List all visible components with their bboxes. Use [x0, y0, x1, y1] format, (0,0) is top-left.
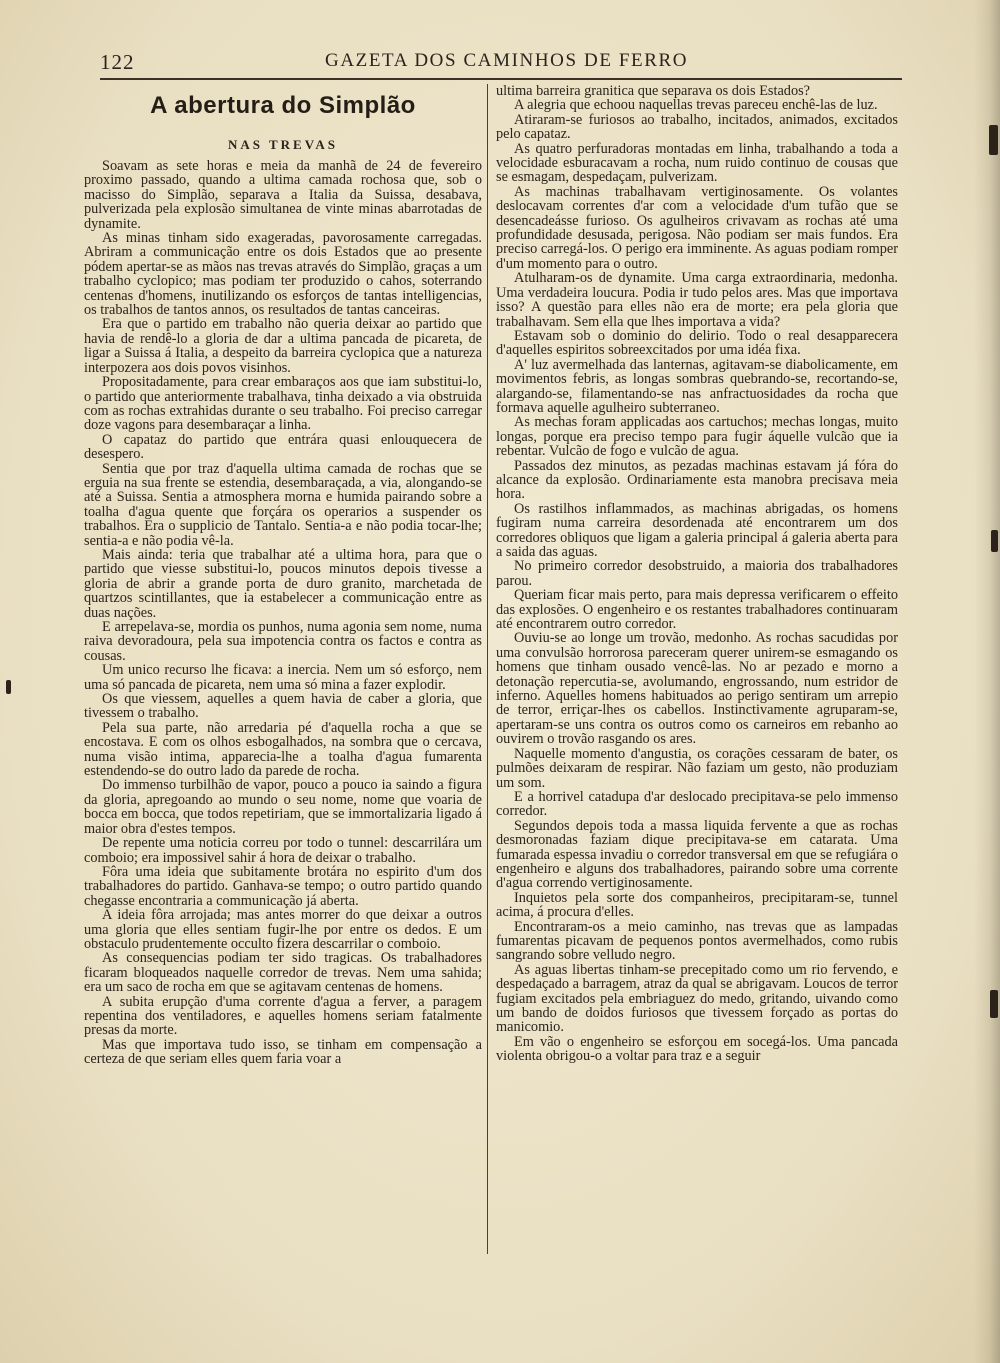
margin-stain	[6, 680, 11, 694]
left-column-paragraph: Sentia que por traz d'aquella ultima camada de rochas que se erguia na sua frente se estendia, desembaraçada, a via, alongando-se até a Suissa. Sentia a atmosphera morna e humida pairando sobre a toalha d'agua quente que forçára os operarios a suspender os trabalhos. Era o supplicio de Tantalo. Sentia-a e não podia tocar-lhe; sentia-a e não podia vê-la.	[84, 460, 482, 549]
header-rule	[100, 78, 902, 80]
right-column-paragraph: Atiraram-se furiosos ao trabalho, incitados, animados, excitados pelo capataz.	[496, 111, 898, 143]
article-title: A abertura do Simplão	[150, 92, 416, 119]
right-column-paragraph: Ouviu-se ao longe um trovão, medonho. As rochas sacudidas por uma convulsão horrorosa pareceram querer unirem-se esmagando os homens que tinham ousado vencê-las. No ar pezado e morno a detonação repercutia-se, avolumando, engrossando, num estridor de inferno. Aquelles homens habituados ao perigo sentiram um arrepio de terror, erriçar-lhes os cabellos. Instinctivamente agruparam-se, apertaram-se uns contra os outros como os carneiros em rebanho ao ouvirem o trovão rasgando os ares.	[496, 630, 898, 748]
right-column	[496, 84, 898, 1064]
right-column-paragraph: Os rastilhos inflammados, as machinas abrigadas, os homens fugiram numa carreira desordenada até encontrarem um dos corredores obliquos que ligam a galeria principal á galeria aberta para a saida das aguas.	[496, 500, 898, 560]
right-column-paragraph: A' luz avermelhada das lanternas, agitavam-se diabolicamente, em movimentos febris, as longas sombras quebrando-se, recortando-se, alargando-se, filamentando-se nas anfractuosidades da rocha que formava aquelle agulheiro subterraneo.	[496, 356, 898, 416]
left-column-paragraph: Era que o partido em trabalho não queria deixar ao partido que havia de rendê-lo a gloria de dar a ultima pancada de picareta, de ligar a Suissa á Italia, a despeito da barreira cyclopica que a natureza interpozera aos dois povos visinhos.	[84, 316, 482, 376]
right-column-paragraph: E a horrivel catadupa d'ar deslocado precipitava-se pelo immenso corredor.	[496, 788, 898, 820]
left-column-paragraph: Mas que importava tudo isso, se tinham em compensação a certeza de que seriam elles quem faria voar a	[84, 1036, 482, 1068]
margin-stain	[989, 125, 998, 155]
right-column-paragraph: Atulharam-os de dynamite. Uma carga extraordinaria, medonha. Uma verdadeira loucura. Podia ir tudo pelos ares. Mas que importava isso? A questão para elles não era de morte; era pela gloria que trabalhavam. Sem ella que lhes importava a vida?	[496, 270, 898, 330]
left-column-paragraph: Mais ainda: teria que trabalhar até a ultima hora, para que o partido que viesse substitui-lo, poucos minutos depois tivesse a gloria de abrir a grande porta de duro granito, marchetada de quartzos scintillantes, que ia estabelecer a communicação entre as duas nações.	[84, 546, 482, 621]
page-number: 122	[100, 50, 135, 74]
right-column-paragraph: Encontraram-os a meio caminho, nas trevas que as lampadas fumarentas picavam de pequenos pontos avermelhados, como rubis sangrando sobre velludo negro.	[496, 918, 898, 964]
left-column-paragraph: Do immenso turbilhão de vapor, pouco a pouco ia saindo a figura da gloria, apregoando ao mundo o seu nome, nome que voaria de bocca em bocca, que todos repetiriam, que se immortalizaria ligado á maior obra d'estes tempos.	[84, 777, 482, 837]
left-column-paragraph: Fôra uma ideia que subitamente brotára no espirito d'um dos trabalhadores do partido. Ganhava-se tempo; o outro partido quando chegasse encontraria a communicação já aberta.	[84, 863, 482, 909]
left-column-paragraph: Pela sua parte, não arredaria pé d'aquella rocha a que se encostava. E com os olhos esbogalhados, na sombra que o cercava, numa visão intima, apparecia-lhe a toalha d'agua fumarenta estendendo-se do outro lado da parede de rocha.	[84, 719, 482, 780]
right-column-paragraph: Em vão o engenheiro se esforçou em socegá-los. Uma pancada violenta obrigou-o a voltar para traz e a seguir	[496, 1033, 898, 1065]
left-column-paragraph: A ideia fôra arrojada; mas antes morrer do que deixar a outros uma gloria que elles sentiam fugir-lhe por entre os dedos. E um obstaculo prudentemente occulto fizera descarrilar o comboio.	[84, 907, 482, 952]
left-column	[84, 84, 482, 1067]
article-subtitle: NAS TREVAS	[227, 137, 339, 152]
right-column-paragraph: Passados dez minutos, as pezadas machinas estavam já fóra do alcance da explosão. Ordinariamente esta manobra precisava meia hora.	[496, 457, 898, 503]
right-column-paragraph: As aguas libertas tinham-se precepitado como um rio fervendo, e despedaçado a barragem, atraz da qual se abrigavam. Loucos de terror fugiam excitados pela embriaguez do medo, gritando, uivando como um bando de doidos furiosos que tivessem forçado as portas do manicomio.	[496, 961, 898, 1036]
left-column-paragraph: A subita erupção d'uma corrente d'agua a ferver, a paragem repentina dos ventiladores, e aquelles homens seriam fatalmente presas da morte.	[84, 993, 482, 1039]
right-column-paragraph: Estavam sob o dominio do delirio. Todo o real desapparecera d'aquelles espiritos sobreexcitados por uma idéa fixa.	[496, 327, 898, 359]
journal-title: GAZETA DOS CAMINHOS DE FERRO	[325, 50, 689, 71]
right-column-paragraph: Queriam ficar mais perto, para mais depressa verificarem o effeito das explosões. O engenheiro e os restantes trabalhadores continuaram até encontrarem outro corredor.	[496, 587, 898, 633]
left-column-paragraph: Os que viessem, aquelles a quem havia de caber a gloria, que tivessem o trabalho.	[84, 691, 482, 722]
left-column-paragraph: E arrepelava-se, mordia os punhos, numa agonia sem nome, numa raiva devoradoura, pela sua impotencia contra os factos e contra as cousas.	[84, 619, 482, 664]
left-column-paragraph: O capataz do partido que entrára quasi enlouquecera de desespero.	[84, 431, 482, 463]
right-column-paragraph: As quatro perfuradoras montadas em linha, trabalhando a toda a velocidade esburacavam a rocha, num ruido continuo de cousas que se esmagam, despedaçam, pulverizam.	[496, 140, 898, 186]
right-column-paragraph: No primeiro corredor desobstruido, a maioria dos trabalhadores parou.	[496, 558, 898, 589]
page-header	[95, 46, 905, 76]
margin-stain	[990, 990, 998, 1018]
right-column-paragraph: A alegria que echoou naquellas trevas pareceu enchê-las de luz.	[514, 97, 878, 114]
right-column-paragraph: Inquietos pela sorte dos companheiros, precipitaram-se, tunnel acima, á procura d'elles.	[496, 889, 898, 921]
left-column-paragraph: Propositadamente, para crear embaraços aos que iam substitui-lo, o partido que anteriormente trabalhava, tinha deixado a via obstruida com as rochas extrahidas durante o seu trabalho. Foi preciso carregar doze vagons para desembaraçar a linha.	[84, 374, 482, 434]
page-edge-shadow	[974, 0, 1000, 1363]
right-column-paragraph: ultima barreira granitica que separava os dois Estados?	[496, 83, 811, 99]
left-column-paragraph: As consequencias podiam ter sido tragicas. Os trabalhadores ficaram bloqueados naquelle corredor de trevas. Nem uma sahida; era um saco de rocha em que se agitavam centenas de homens.	[84, 950, 482, 996]
left-column-paragraph: Soavam as sete horas e meia da manhã de 24 de fevereiro proximo passado, quando a ultima camada rochosa que, sob o macisso do Simplão, separava a Italia da Suissa, desabava, pulverizada pela explosão simultanea de vinte minas abarrotadas de dynamite.	[84, 158, 482, 232]
margin-stain	[991, 530, 998, 552]
right-column-paragraph: Segundos depois toda a massa liquida fervente a que as rochas desmoronadas faziam dique precipitava-se em catarata. Uma fumarada espessa invadiu o corredor transversal em que se refugiára o engenheiro e alguns dos trabalhadores, pairando sobre uma corrente d'agua correndo vertiginosamente.	[496, 817, 898, 892]
left-column-paragraph: Um unico recurso lhe ficava: a inercia. Nem um só esforço, nem uma só pancada de picareta, nem uma só mina a fazer explodir.	[84, 662, 482, 693]
right-column-paragraph: Naquelle momento d'angustia, os corações cessaram de bater, os pulmões deixaram de respirar. Não faziam um gesto, não produziam um som.	[496, 745, 898, 791]
column-divider	[487, 84, 488, 1254]
left-column-paragraph: As minas tinham sido exageradas, pavorosamente carregadas. Abriram a communicação entre os dois Estados que ao presente pódem apertar-se as mãos nas trevas através do Simplão, graças a um trabalho cyclopico; mas podiam ter produzido o cahos, soterrando centenas d'homens, inutilizando os esforços de tantas intelligencias, os trabalhos de tantos annos, os resultados de tantas canceiras.	[84, 230, 482, 319]
right-column-paragraph: As mechas foram applicadas aos cartuchos; mechas longas, muito longas, porque era preciso tempo para fugir áquelle vulcão que ia rebentar. Vulcão de fogo e vulcão de agua.	[496, 414, 898, 460]
right-column-paragraph: As machinas trabalhavam vertiginosamente. Os volantes deslocavam correntes d'ar com a velocidade d'um tufão que se desencadeásse furioso. Os agulheiros crivavam as rochas até uma profundidade desusada, perigosa. Não podiam ser mais fundos. Era preciso carregá-los. O perigo era imminente. As aguas podiam romper d'um momento para o outro.	[496, 183, 898, 272]
left-column-paragraph: De repente uma noticia correu por todo o tunnel: descarrilára um comboio; era impossivel sahir á hora de deixar o trabalho.	[84, 835, 482, 866]
